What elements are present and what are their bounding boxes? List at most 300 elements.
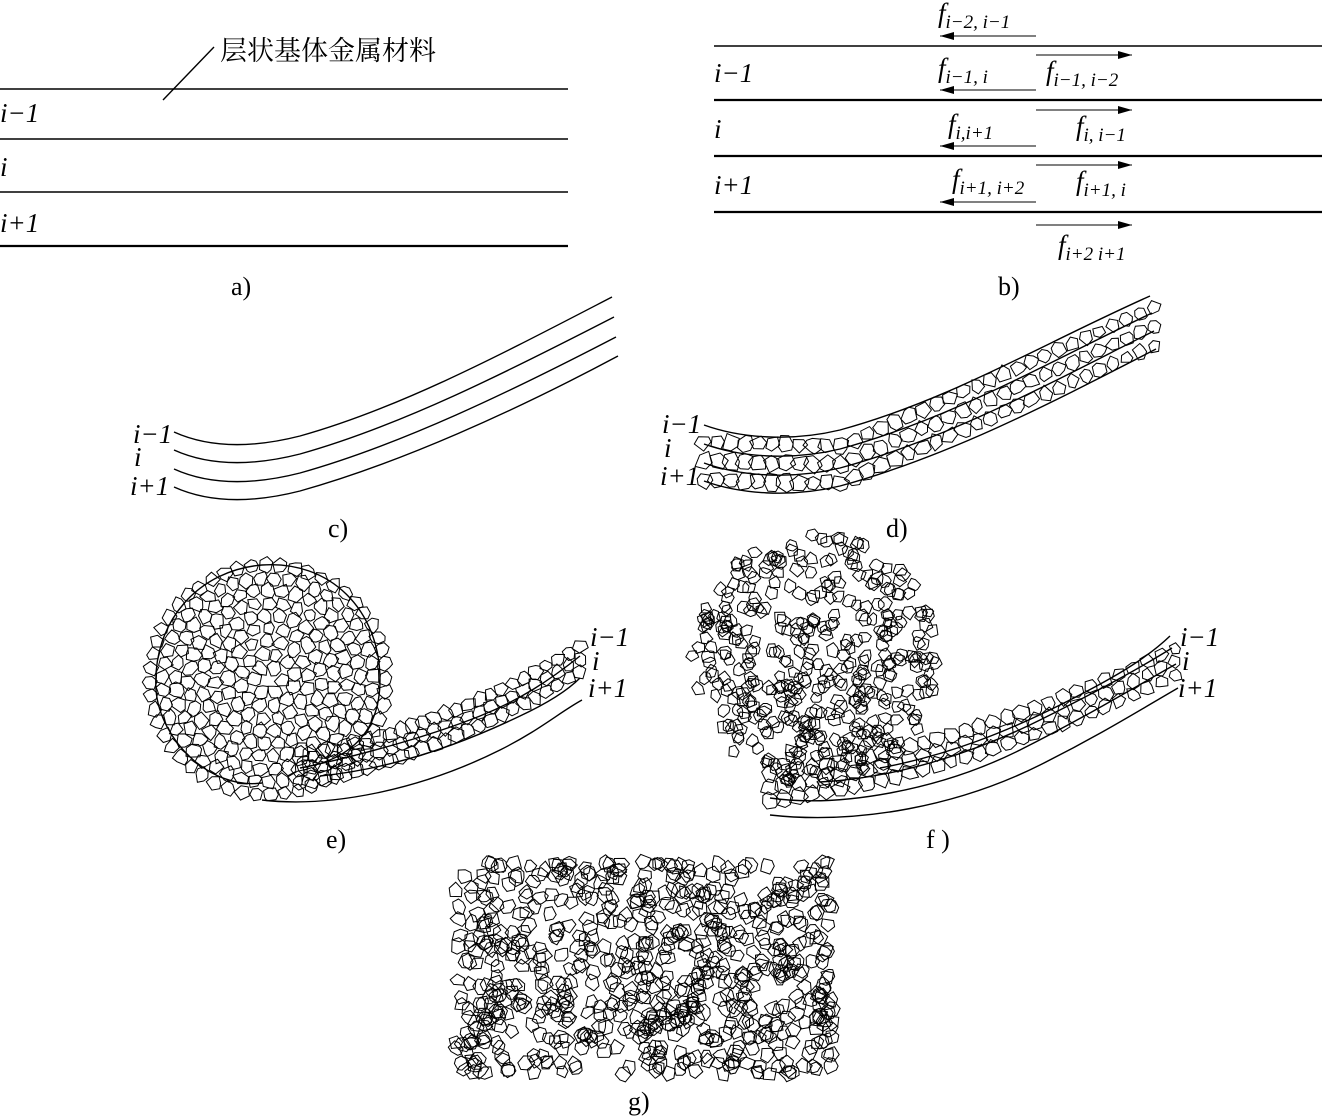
panel-f-caption: f )	[926, 825, 950, 854]
grain-cell	[711, 436, 724, 449]
grain-cell	[210, 633, 223, 648]
grain-cell	[833, 455, 849, 474]
force-label-right-4: fi+2 i+1	[1058, 230, 1126, 265]
grain-cell	[805, 566, 816, 578]
grain-cell	[233, 590, 247, 602]
grain-cell	[718, 705, 730, 718]
grain-cell	[1127, 673, 1139, 690]
panel-b-layer-label-upper: i−1	[714, 58, 754, 88]
grain-cell	[253, 763, 269, 776]
grain-cell	[594, 1035, 609, 1048]
grain-cell	[1148, 321, 1161, 334]
grain-cell	[806, 529, 819, 541]
grain-cell	[288, 586, 303, 603]
grain-cell	[296, 575, 311, 591]
grain-cell	[1023, 392, 1039, 408]
grain-cell	[533, 1027, 547, 1042]
grain-cell	[187, 701, 201, 717]
grain-cell	[540, 660, 552, 671]
grain-cell	[289, 629, 304, 642]
grain-cell	[675, 1062, 686, 1075]
panel-f-grain-cells	[686, 529, 1182, 809]
grain-cell	[930, 434, 942, 451]
grain-cell	[734, 893, 747, 906]
grain-cell	[242, 760, 253, 773]
grain-cell	[790, 635, 802, 647]
grain-cell	[249, 775, 262, 787]
panel-b-caption: b)	[998, 272, 1020, 301]
grain-cell	[1037, 350, 1051, 363]
grain-cell	[912, 630, 925, 642]
grain-cell	[581, 1006, 593, 1019]
grain-cell	[606, 972, 621, 989]
panel-d	[660, 296, 1161, 543]
grain-cell	[873, 440, 888, 456]
grain-cell	[625, 918, 639, 932]
grain-cell	[261, 634, 275, 648]
grain-cell	[558, 1017, 573, 1028]
grain-cell	[254, 647, 270, 661]
grain-cell	[903, 606, 917, 620]
grain-cell	[794, 860, 809, 873]
grain-cell	[861, 427, 874, 439]
grain-cell	[808, 906, 822, 920]
grain-cell	[243, 734, 257, 749]
grain-cell	[776, 473, 793, 492]
grain-cell	[262, 775, 276, 789]
panel-g-caption: g)	[628, 1087, 650, 1116]
grain-cell	[1053, 381, 1066, 395]
grain-cell	[286, 733, 298, 747]
grain-cell	[775, 612, 786, 624]
grain-cell	[790, 787, 809, 805]
grain-cell	[283, 705, 298, 719]
grain-cell	[803, 884, 817, 897]
grain-cell	[929, 732, 945, 747]
grain-cell	[528, 691, 541, 705]
grain-cell	[574, 949, 588, 963]
panel-b-layer-label-lower: i+1	[714, 170, 754, 200]
grain-cell	[811, 692, 822, 702]
grain-cell	[587, 965, 601, 980]
grain-cell	[302, 668, 317, 681]
grain-cell	[169, 670, 182, 683]
grain-cell	[792, 586, 806, 600]
grain-cell	[761, 1048, 775, 1063]
grain-cell	[267, 573, 282, 586]
grain-cell	[332, 598, 344, 612]
grain-cell	[676, 903, 691, 917]
grain-cell	[171, 698, 185, 713]
panel-e	[142, 557, 629, 854]
grain-cell	[794, 645, 805, 659]
panel-c-layer-label-lower: i+1	[130, 471, 170, 501]
panel-c	[130, 297, 618, 543]
grain-cell	[268, 686, 283, 698]
grain-cell	[206, 777, 220, 791]
grain-cell	[266, 724, 282, 738]
grain-cell	[746, 734, 758, 747]
grain-cell	[248, 599, 261, 610]
grain-cell	[308, 716, 322, 733]
grain-cell	[515, 947, 529, 964]
grain-cell	[267, 661, 281, 676]
grain-cell	[187, 617, 201, 632]
panel-c-layer-label-upper: i−1	[133, 419, 173, 449]
grain-cell	[224, 741, 238, 757]
grain-cell	[361, 642, 376, 657]
grain-cell	[1065, 355, 1079, 371]
grain-cell	[666, 871, 681, 884]
grain-cell	[833, 438, 848, 455]
grain-cell	[926, 625, 938, 638]
grain-cell	[313, 617, 329, 630]
grain-cell	[234, 786, 249, 800]
grain-cell	[878, 713, 891, 724]
grain-cell	[335, 650, 351, 665]
grain-cell	[461, 1010, 477, 1025]
grain-cell	[330, 638, 346, 652]
grain-cell	[913, 689, 925, 700]
panel-d-layer-label-lower: i+1	[660, 461, 700, 491]
panel-b-layer-label-middle: i	[714, 114, 722, 144]
grain-cell	[986, 740, 1002, 756]
grain-cell	[763, 1068, 777, 1080]
grain-cell	[352, 683, 366, 696]
grain-cell	[142, 677, 157, 690]
force-label-right-1: fi−1, i−2	[1046, 56, 1119, 91]
grain-cell	[247, 625, 260, 636]
grain-cell	[378, 656, 393, 671]
grain-cell	[918, 736, 931, 749]
grain-cell	[748, 547, 762, 558]
grain-cell	[957, 385, 970, 398]
grain-cell	[278, 787, 292, 800]
grain-cell	[226, 711, 242, 726]
grain-cell	[449, 703, 463, 718]
grain-cell	[347, 642, 362, 655]
panel-e-layer-label-lower: i+1	[588, 673, 628, 703]
grain-cell	[729, 745, 739, 757]
grain-cell	[299, 682, 314, 696]
grain-cell	[778, 436, 793, 453]
panel-b	[714, 0, 1322, 301]
grain-cell	[516, 938, 529, 952]
grain-cell	[799, 932, 815, 947]
grain-cell	[288, 563, 302, 577]
grain-cell	[366, 669, 379, 682]
grain-cell	[764, 473, 781, 491]
grain-cell	[293, 694, 307, 710]
grain-cell	[267, 748, 280, 762]
grain-cell	[162, 609, 177, 625]
grain-cell	[364, 696, 378, 710]
grain-cell	[972, 718, 985, 735]
grain-cell	[280, 655, 295, 669]
panel-d-caption: d)	[886, 514, 908, 543]
grain-cell	[983, 412, 997, 426]
grain-cell	[873, 422, 889, 436]
grain-cell	[833, 591, 844, 602]
grain-cell	[804, 552, 818, 564]
panel-a-layer-label-lower: i+1	[0, 208, 40, 238]
material-label: 层状基体金属材料	[220, 36, 436, 67]
grain-cell	[221, 781, 235, 797]
grain-cell	[1141, 681, 1154, 695]
grain-cell	[728, 692, 741, 704]
grain-cell	[1001, 736, 1017, 750]
panel-d-curve-3	[704, 331, 1154, 475]
panel-f-layer-label-lower: i+1	[1178, 673, 1218, 703]
grain-cell	[221, 593, 235, 607]
grain-cell	[261, 582, 274, 598]
grain-cell	[531, 868, 548, 882]
grain-cell	[157, 727, 172, 742]
panel-a-layer-label-middle: i	[0, 152, 8, 182]
grain-cell	[842, 595, 855, 607]
grain-cell	[1051, 343, 1067, 358]
grain-cell	[646, 920, 658, 935]
grain-cell	[557, 1066, 568, 1078]
grain-cell	[220, 624, 232, 638]
panel-d-layer-label-middle: i	[664, 433, 672, 463]
panel-f-layer-label-middle: i	[1182, 646, 1190, 676]
grain-cell	[229, 617, 244, 630]
grain-cell	[887, 415, 903, 431]
grain-cell	[552, 654, 565, 665]
grain-cell	[805, 644, 818, 656]
grain-cell	[297, 725, 312, 741]
grain-cell	[786, 1023, 802, 1038]
grain-cell	[827, 643, 840, 658]
grain-cell	[1147, 301, 1161, 315]
panel-a-layer-label-upper: i−1	[0, 98, 40, 128]
grain-cell	[911, 724, 923, 736]
panel-a-caption: a)	[231, 272, 252, 301]
grain-cell	[983, 373, 996, 387]
grain-cell	[1154, 661, 1167, 676]
grain-cell	[818, 748, 833, 759]
grain-cell	[706, 866, 720, 882]
grain-cell	[711, 689, 721, 703]
grain-cell	[748, 571, 761, 584]
grain-cell	[694, 863, 707, 877]
grain-cell	[251, 750, 266, 761]
grain-cell	[214, 584, 225, 598]
grain-cell	[972, 380, 985, 394]
grain-cell	[555, 948, 569, 961]
grain-cell	[254, 686, 268, 700]
grain-cell	[753, 742, 764, 754]
grain-cell	[159, 657, 174, 670]
grain-cell	[790, 475, 809, 491]
grain-cell	[327, 666, 341, 682]
panel-c-curve-4	[174, 356, 618, 500]
grain-cell	[450, 974, 464, 985]
grain-cell	[279, 692, 294, 706]
grain-cell	[877, 690, 889, 702]
grain-cell	[1052, 362, 1066, 376]
grain-cell	[1068, 373, 1080, 388]
grain-cell	[881, 563, 892, 574]
grain-cell	[147, 647, 160, 659]
panel-c-caption: c)	[328, 514, 349, 543]
grain-cell	[723, 434, 740, 451]
grain-cell	[506, 1024, 519, 1038]
grain-cell	[272, 636, 289, 650]
grain-cell	[766, 437, 780, 451]
panel-e-caption: e)	[326, 825, 347, 854]
grain-cell	[156, 670, 169, 685]
grain-cell	[1121, 352, 1133, 363]
panel-c-layer-label-middle: i	[134, 442, 142, 472]
grain-cell	[528, 666, 543, 680]
force-label-right-2: fi, i−1	[1076, 111, 1126, 146]
grain-cell	[222, 686, 236, 699]
grain-cell	[1149, 341, 1160, 353]
grain-cell	[350, 655, 364, 670]
panel-f	[686, 529, 1219, 854]
grain-cell	[1040, 367, 1052, 382]
grain-cell	[721, 860, 735, 873]
grain-cell	[182, 661, 198, 675]
grain-cell	[736, 638, 748, 649]
grain-cell	[775, 671, 785, 681]
grain-cell	[232, 644, 248, 658]
panel-e-layer-label-upper: i−1	[590, 622, 630, 652]
grain-cell	[1112, 681, 1125, 694]
grain-cell	[210, 711, 223, 726]
grain-cell	[1143, 668, 1154, 681]
grain-cell	[735, 864, 749, 878]
force-label-left-2: fi−1, i	[938, 53, 988, 88]
grain-cell	[860, 444, 876, 460]
grain-cell	[196, 767, 208, 783]
grain-cell	[713, 1049, 727, 1064]
grain-cell	[518, 1056, 535, 1070]
panel-d-layer-label-upper: i−1	[662, 409, 702, 439]
force-label-left-1: fi−2, i−1	[938, 0, 1011, 33]
grain-cell	[807, 590, 820, 602]
grain-cell	[544, 907, 556, 921]
panel-a-leader-line	[163, 47, 214, 100]
grain-cell	[821, 919, 835, 932]
grain-cell	[1155, 648, 1169, 663]
grain-cell	[697, 1023, 711, 1036]
grain-cell	[1156, 676, 1168, 687]
grain-cell	[996, 365, 1011, 382]
grain-cell	[1093, 327, 1106, 338]
grain-cell	[615, 1067, 631, 1082]
grain-cell	[536, 980, 549, 994]
grain-cell	[160, 697, 173, 711]
panel-e-layer-label-middle: i	[592, 646, 600, 676]
grain-cell	[688, 1065, 703, 1079]
grain-cell	[822, 1049, 834, 1062]
grain-cell	[315, 678, 328, 690]
grain-cell	[156, 683, 170, 697]
grain-cell	[264, 788, 279, 801]
panel-f-layer-label-upper: i−1	[1180, 622, 1220, 652]
grain-cell	[215, 750, 229, 763]
grain-cell	[1168, 655, 1180, 668]
grain-cell	[760, 726, 772, 738]
grain-cell	[239, 573, 253, 589]
force-label-right-3: fi+1, i	[1076, 166, 1126, 201]
grain-cell	[1105, 338, 1119, 350]
grain-cell	[246, 584, 261, 598]
force-label-left-4: fi+1, i+2	[952, 164, 1025, 199]
grain-cell	[761, 859, 775, 875]
grain-cell	[536, 949, 553, 963]
grain-cell	[345, 709, 360, 725]
grain-cell	[449, 882, 462, 896]
grain-cell	[747, 945, 761, 959]
grain-cell	[179, 631, 194, 645]
grain-cell	[185, 688, 197, 702]
grain-cell	[270, 650, 282, 663]
grain-cell	[250, 789, 263, 801]
panel-g	[448, 854, 840, 1116]
grain-cell	[799, 1015, 810, 1029]
grain-cell	[351, 697, 365, 711]
grain-cell	[527, 1064, 540, 1079]
panel-e-grain-cells	[142, 557, 588, 801]
grain-cell	[304, 610, 315, 621]
grain-cell	[525, 860, 537, 872]
grain-cell	[309, 582, 321, 598]
grain-cell	[217, 703, 231, 717]
grain-cell	[739, 933, 754, 946]
grain-cell	[258, 737, 271, 751]
grain-cell	[169, 682, 184, 698]
grain-cell	[867, 613, 876, 626]
grain-cell	[325, 716, 339, 732]
grain-cell	[858, 633, 871, 643]
grain-cell	[243, 655, 255, 666]
grain-cell	[552, 664, 565, 679]
grain-cell	[290, 603, 302, 617]
grain-cell	[786, 1036, 800, 1049]
grain-cell	[686, 651, 699, 662]
grain-cell	[263, 598, 278, 610]
grain-cell	[1066, 337, 1078, 351]
grain-cell	[245, 612, 258, 625]
grain-cell	[1120, 332, 1133, 346]
grain-cell	[884, 723, 893, 735]
grain-cell	[202, 645, 216, 659]
panel-a	[0, 36, 568, 301]
grain-cell	[616, 936, 629, 951]
grain-cell	[533, 942, 548, 954]
grain-cell	[241, 721, 252, 735]
grain-cell	[1119, 312, 1132, 326]
grain-cell	[790, 563, 804, 577]
grain-cell	[227, 756, 241, 770]
grain-cell	[692, 642, 705, 654]
grain-cell	[257, 713, 271, 725]
grain-cell	[245, 639, 258, 650]
grain-cell	[828, 714, 841, 726]
grain-cell	[311, 690, 324, 707]
grain-cell	[908, 578, 921, 590]
grain-cell	[891, 715, 903, 725]
grain-cell	[217, 568, 233, 582]
grain-cell	[254, 572, 267, 586]
panel-g-grain-cells	[448, 854, 840, 1082]
force-label-left-3: fi,i+1	[948, 109, 994, 144]
grain-cell	[379, 671, 392, 686]
